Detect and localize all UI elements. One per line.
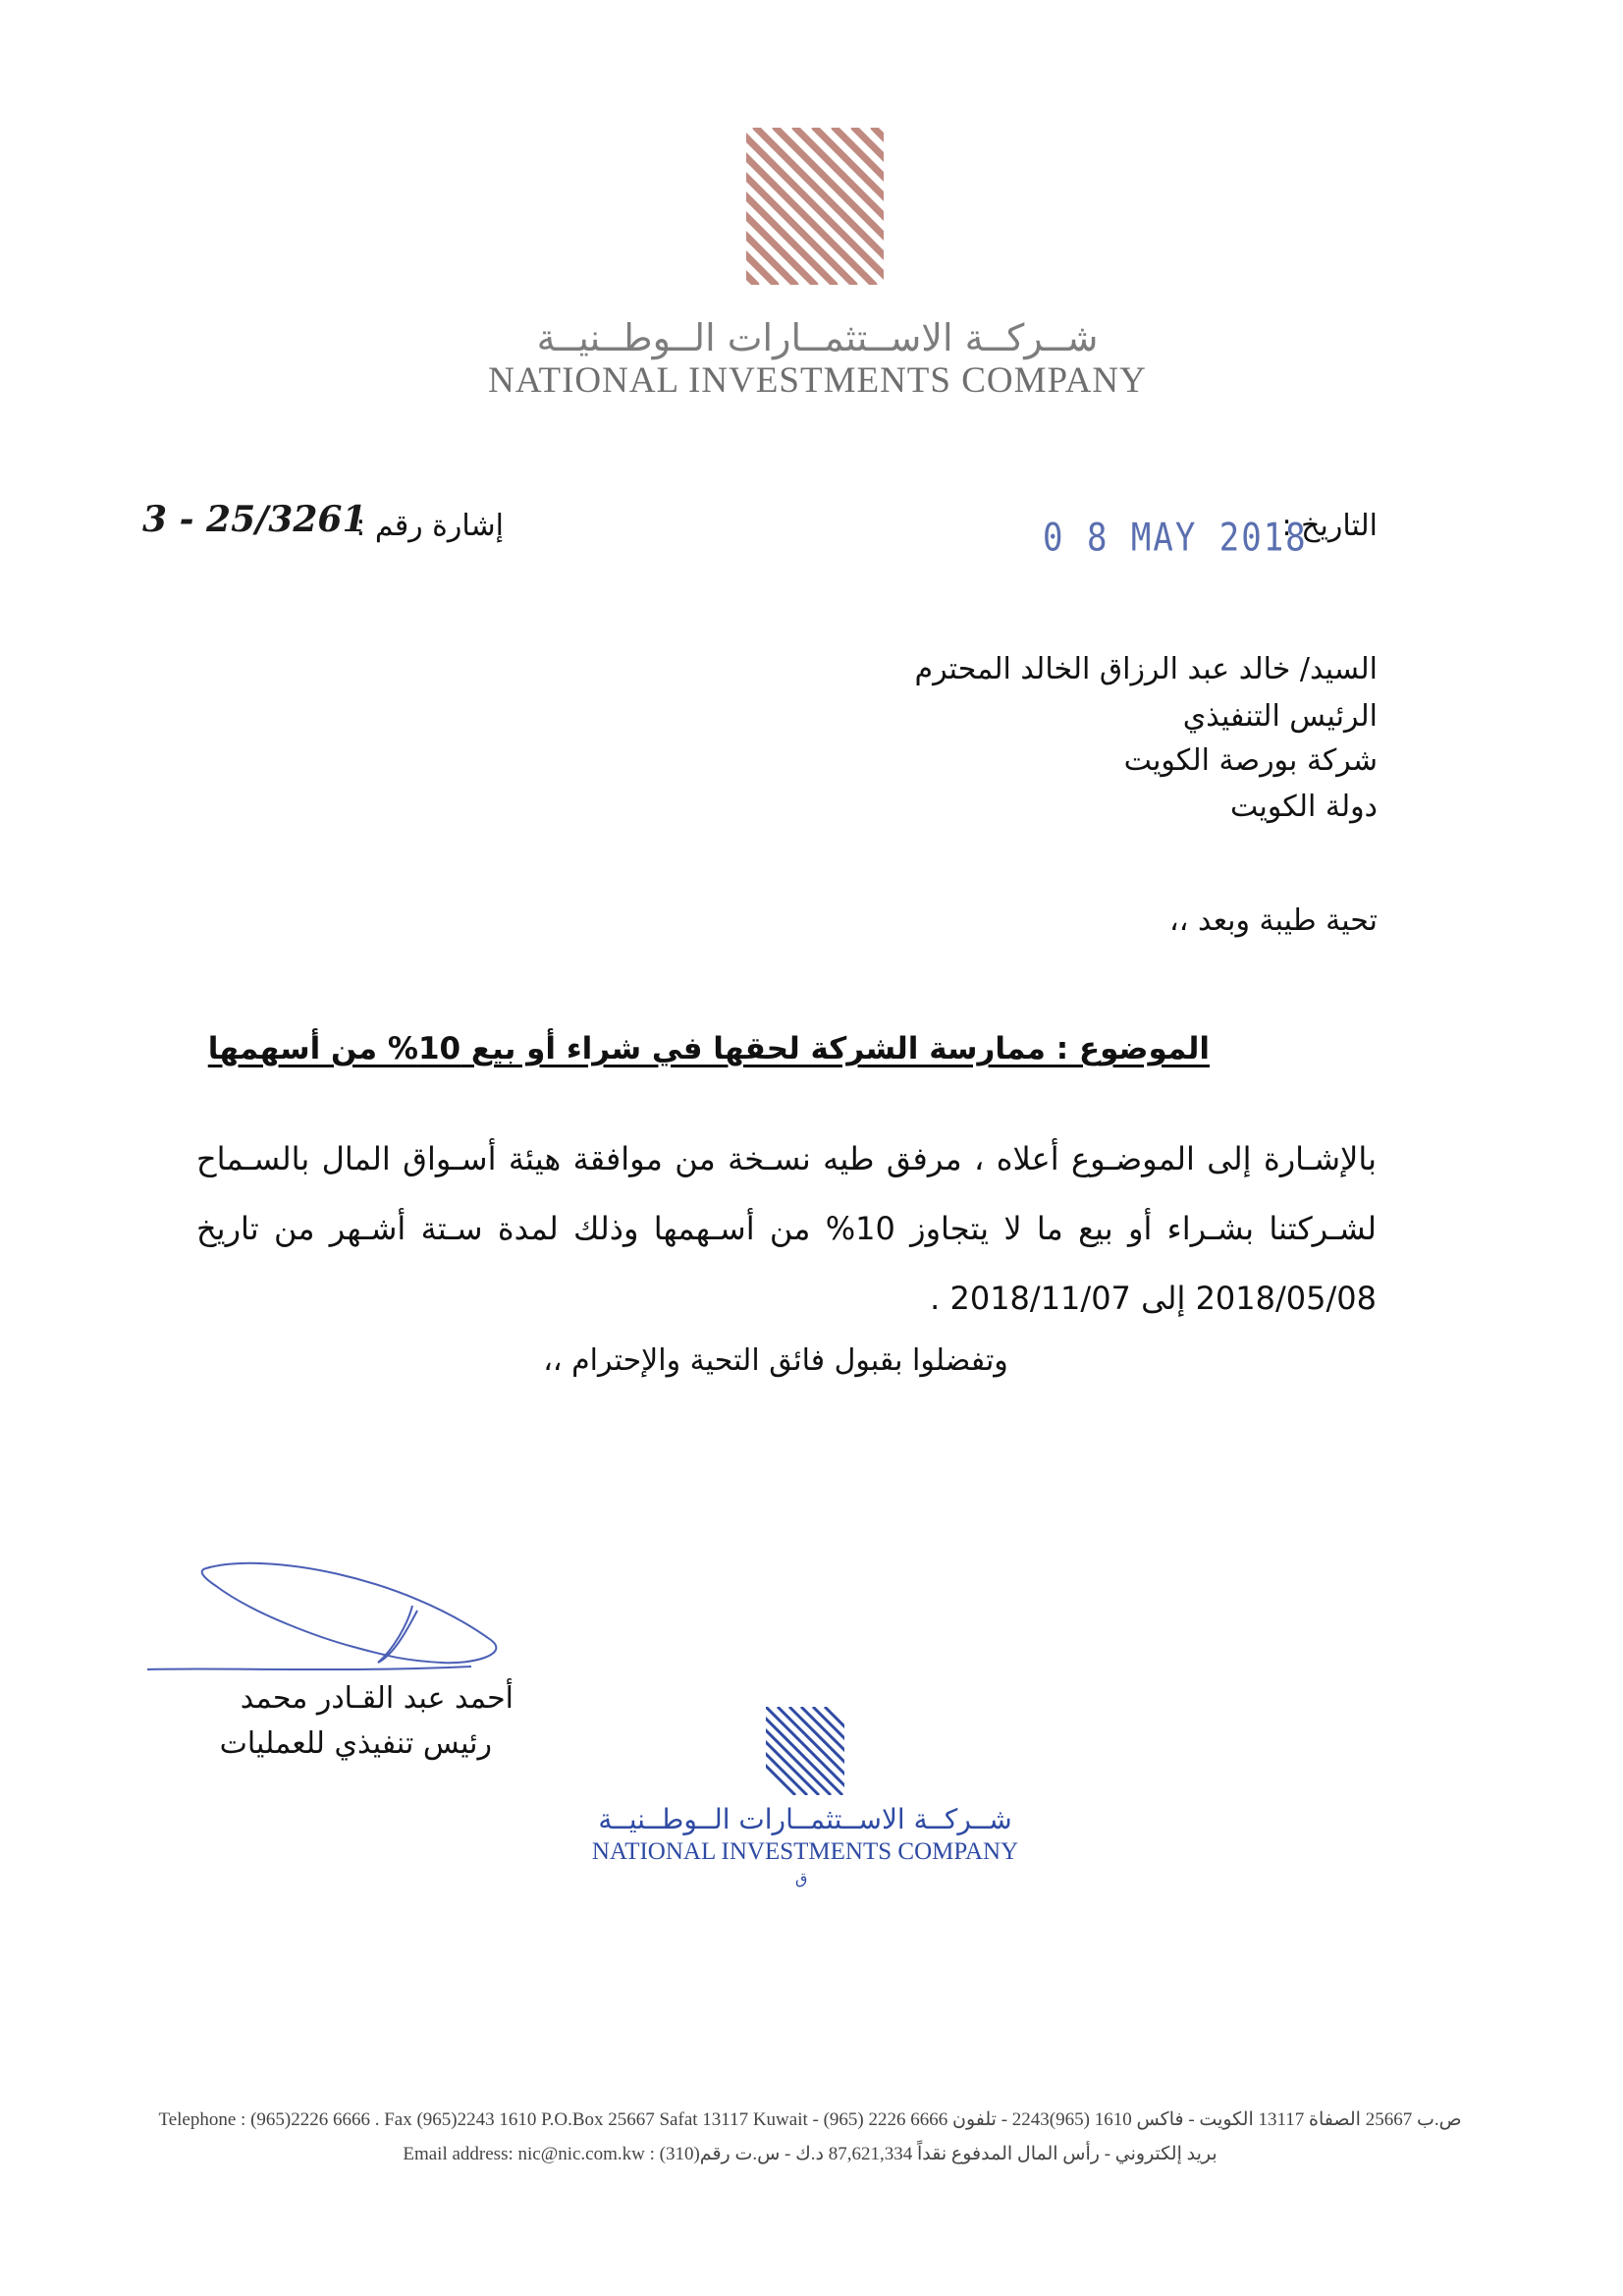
letter-body: بالإشـارة إلى الموضـوع أعلاه ، مرفق طيه نسـخة من موافقة هيئة أسـواق المال بالسـماح لشـركتنا بشـراء أو بيع ما لا يتجاوز 10% من أسـهمها وذلك لمدة سـتة أشـهر من تاريخ 2018/05/08 إلى 2018/11/07 . <box>196 1140 1378 1317</box>
recipient-title: الرئيس التنفيذي <box>1182 699 1378 734</box>
recipient-country: دولة الكويت <box>1230 790 1378 824</box>
recipient-company: شركة بورصة الكويت <box>1123 743 1378 778</box>
stamp-logo-icon <box>766 1707 844 1795</box>
greeting: تحية طيبة وبعد ،، <box>1169 903 1378 938</box>
signature-icon <box>147 1557 520 1684</box>
closing-line: وتفضلوا بقبول فائق التحية والإحترام ،، <box>543 1343 1008 1378</box>
stamp-english-name: NATIONAL INVESTMENTS COMPANY <box>591 1838 1019 1865</box>
company-stamp <box>589 1707 1021 1903</box>
subject-line: الموضوع : ممارسة الشركة لحقها في شراء أو بيع 10% من أسهمها <box>207 1031 1210 1066</box>
letterhead-english-name: NATIONAL INVESTMENTS COMPANY <box>488 360 1147 401</box>
recipient-name: السيد/ خالد عبد الرزاق الخالد المحترم <box>914 652 1378 686</box>
reference-label: إشارة رقم : <box>355 509 504 543</box>
signer-name: أحمد عبد القـادر محمد <box>240 1681 514 1716</box>
stamp-arabic-name: شــركــة الاســتثمــارات الــوطــنيــة <box>598 1803 1012 1835</box>
reference-number: 3 - 25/3261 <box>142 499 367 540</box>
signer-title: رئيس تنفيذي للعمليات <box>219 1726 492 1761</box>
letterhead-arabic-name: شــركــة الاســتثمــارات الــوطــنيــة <box>536 316 1099 359</box>
stamp-mark-text: ق <box>795 1869 808 1887</box>
date-stamp: 0 8 MAY 2018 <box>1043 516 1308 561</box>
footer-contact: Telephone : (965)2226 6666 . Fax (965)2243 1610 P.O.Box 25667 Safat 13117 Kuwait - ص.ب 25667 الصفاة 13117 الكويت - فاكس 1610 (965)2243 - تلفون 6666 2226 (965) <box>158 2109 1462 2130</box>
footer-registration: Email address: nic@nic.com.kw : بريد إلكتروني - رأس المال المدفوع نقداً 87,621,334 د.ك - س.ت رقم(310) <box>403 2144 1217 2164</box>
date-label: التاريخ : <box>1281 509 1378 543</box>
company-logo-icon <box>746 128 884 285</box>
